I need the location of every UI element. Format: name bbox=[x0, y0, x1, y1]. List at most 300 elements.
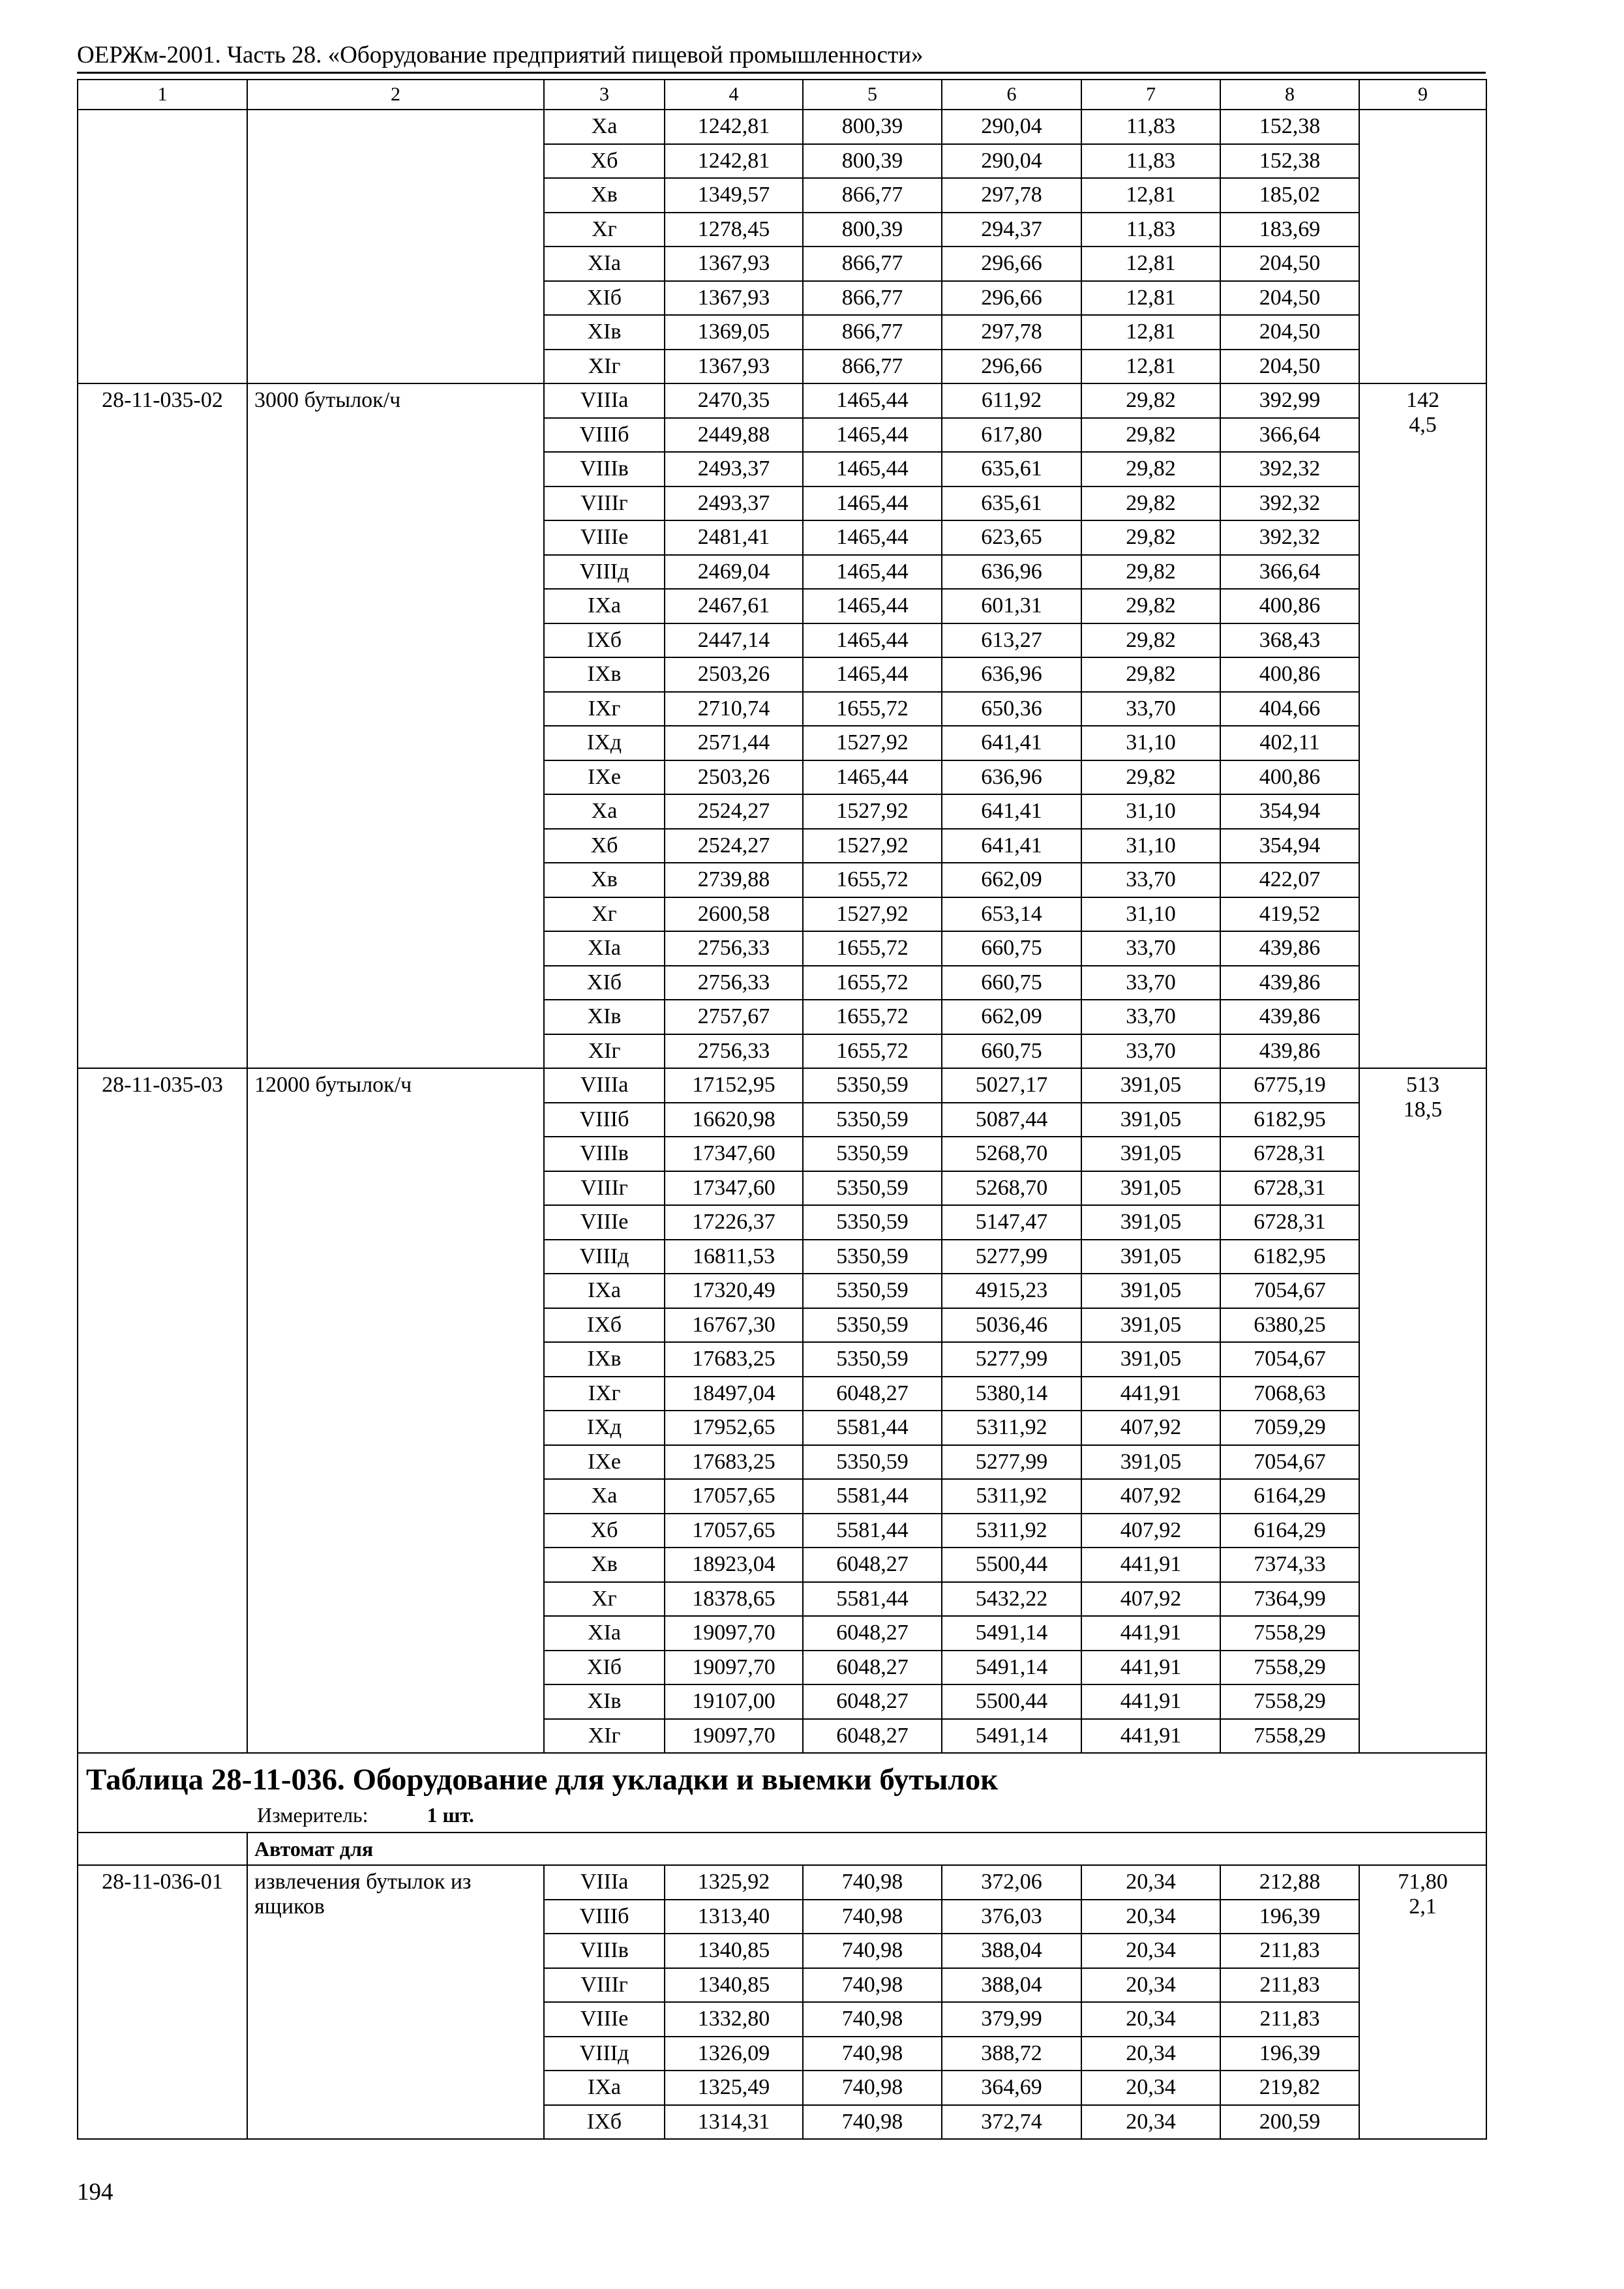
table-cell: 296,66 bbox=[942, 247, 1081, 281]
table-cell: 211,83 bbox=[1220, 1968, 1359, 2003]
table-cell: 641,41 bbox=[942, 829, 1081, 863]
table-cell: 5581,44 bbox=[803, 1582, 942, 1617]
table-cell: 19097,70 bbox=[665, 1719, 803, 1754]
table-cell: 1367,93 bbox=[665, 350, 803, 384]
table-cell: 33,70 bbox=[1081, 931, 1220, 966]
table-cell: 29,82 bbox=[1081, 418, 1220, 453]
table-cell: IХе bbox=[544, 760, 665, 795]
table-cell: 439,86 bbox=[1220, 966, 1359, 1000]
table-cell: 391,05 bbox=[1081, 1342, 1220, 1377]
table-cell: 364,69 bbox=[942, 2071, 1081, 2105]
table-cell: 400,86 bbox=[1220, 657, 1359, 692]
table-cell: 11,83 bbox=[1081, 144, 1220, 179]
table-cell: 196,39 bbox=[1220, 2037, 1359, 2071]
group-cell bbox=[247, 1833, 1486, 1865]
table-cell: 7364,99 bbox=[1220, 1582, 1359, 1617]
table-cell: IХв bbox=[544, 657, 665, 692]
table-cell: 866,77 bbox=[803, 350, 942, 384]
table-cell: 11,83 bbox=[1081, 213, 1220, 247]
table-cell: 1465,44 bbox=[803, 418, 942, 453]
table-cell: 391,05 bbox=[1081, 1240, 1220, 1274]
table-cell: 7054,67 bbox=[1220, 1274, 1359, 1308]
table-cell: ХIг bbox=[544, 1034, 665, 1069]
table-cell: ХIв bbox=[544, 1684, 665, 1719]
table-cell: Хв bbox=[544, 1548, 665, 1582]
table-cell: 2600,58 bbox=[665, 897, 803, 932]
table-cell: 31,10 bbox=[1081, 897, 1220, 932]
table-cell: Хб bbox=[544, 144, 665, 179]
col9-value: 71,80 bbox=[1398, 1870, 1448, 1894]
table-cell: 2467,61 bbox=[665, 589, 803, 623]
table-cell: 2503,26 bbox=[665, 657, 803, 692]
table-cell: 5350,59 bbox=[803, 1445, 942, 1480]
table-row bbox=[78, 1068, 1486, 1103]
table-cell: 5350,59 bbox=[803, 1274, 942, 1308]
table-cell: 5277,99 bbox=[942, 1342, 1081, 1377]
table-cell: Хв bbox=[544, 863, 665, 897]
table-cell: 366,64 bbox=[1220, 418, 1359, 453]
table-cell: 441,91 bbox=[1081, 1616, 1220, 1651]
table-title-cell bbox=[78, 1753, 1486, 1833]
table-cell: 17152,95 bbox=[665, 1068, 803, 1103]
table-cell: 653,14 bbox=[942, 897, 1081, 932]
table-cell: 5581,44 bbox=[803, 1411, 942, 1445]
table-cell: 1367,93 bbox=[665, 281, 803, 316]
table-cell: 6182,95 bbox=[1220, 1240, 1359, 1274]
table-cell: 1465,44 bbox=[803, 486, 942, 521]
table-cell: 391,05 bbox=[1081, 1137, 1220, 1171]
table-cell: 866,77 bbox=[803, 247, 942, 281]
table-cell: 1367,93 bbox=[665, 247, 803, 281]
table-cell: 290,04 bbox=[942, 110, 1081, 144]
table-cell: 16811,53 bbox=[665, 1240, 803, 1274]
table-cell: 6164,29 bbox=[1220, 1479, 1359, 1514]
table-cell: 6048,27 bbox=[803, 1684, 942, 1719]
table-cell: Хв bbox=[544, 178, 665, 213]
table-cell: 5350,59 bbox=[803, 1240, 942, 1274]
table-cell: 29,82 bbox=[1081, 657, 1220, 692]
table-cell: 5311,92 bbox=[942, 1479, 1081, 1514]
table-cell: 17226,37 bbox=[665, 1205, 803, 1240]
table-cell: 441,91 bbox=[1081, 1684, 1220, 1719]
table-cell: 7558,29 bbox=[1220, 1719, 1359, 1754]
table-cell: 296,66 bbox=[942, 350, 1081, 384]
unit-value: 1 шт. bbox=[427, 1803, 474, 1827]
table-cell: VIIIд bbox=[544, 1240, 665, 1274]
table-cell: 388,04 bbox=[942, 1934, 1081, 1968]
table-cell: 2756,33 bbox=[665, 966, 803, 1000]
col9-values bbox=[1359, 383, 1486, 1068]
table-cell: 660,75 bbox=[942, 931, 1081, 966]
table-cell: 441,91 bbox=[1081, 1548, 1220, 1582]
table-cell: Ха bbox=[544, 110, 665, 144]
column-number: 1 bbox=[78, 80, 247, 110]
table-cell: 391,05 bbox=[1081, 1308, 1220, 1343]
table-cell: IХд bbox=[544, 726, 665, 760]
table-cell: 29,82 bbox=[1081, 760, 1220, 795]
table-cell: 866,77 bbox=[803, 315, 942, 350]
rates-table bbox=[77, 79, 1487, 2140]
table-cell: 20,34 bbox=[1081, 2071, 1220, 2105]
table-cell: 740,98 bbox=[803, 1968, 942, 2003]
table-cell: 17320,49 bbox=[665, 1274, 803, 1308]
table-cell: 1369,05 bbox=[665, 315, 803, 350]
table-cell: 7068,63 bbox=[1220, 1377, 1359, 1411]
table-cell: Хб bbox=[544, 1514, 665, 1548]
table-cell: 17683,25 bbox=[665, 1445, 803, 1480]
table-cell: 2739,88 bbox=[665, 863, 803, 897]
table-cell: 20,34 bbox=[1081, 1900, 1220, 1934]
table-cell: 641,41 bbox=[942, 794, 1081, 829]
table-cell: 5087,44 bbox=[942, 1103, 1081, 1137]
table-cell: 1527,92 bbox=[803, 897, 942, 932]
table-cell: 1527,92 bbox=[803, 726, 942, 760]
table-cell: VIIIе bbox=[544, 1205, 665, 1240]
table-cell: 297,78 bbox=[942, 315, 1081, 350]
column-number: 8 bbox=[1220, 80, 1359, 110]
table-cell: 2449,88 bbox=[665, 418, 803, 453]
table-cell: 354,94 bbox=[1220, 794, 1359, 829]
table-cell: 211,83 bbox=[1220, 2002, 1359, 2037]
table-cell: 1655,72 bbox=[803, 1000, 942, 1034]
table-cell: 740,98 bbox=[803, 1900, 942, 1934]
table-cell: 866,77 bbox=[803, 178, 942, 213]
table-cell: 31,10 bbox=[1081, 794, 1220, 829]
table-cell: 422,07 bbox=[1220, 863, 1359, 897]
table-cell: 601,31 bbox=[942, 589, 1081, 623]
table-cell: ХIа bbox=[544, 247, 665, 281]
table-cell: 660,75 bbox=[942, 966, 1081, 1000]
table-cell: 5581,44 bbox=[803, 1479, 942, 1514]
table-cell: 17347,60 bbox=[665, 1171, 803, 1206]
table-cell: 2524,27 bbox=[665, 829, 803, 863]
table-cell: 204,50 bbox=[1220, 247, 1359, 281]
col9-value: 4,5 bbox=[1409, 413, 1437, 437]
rate-code bbox=[78, 110, 247, 383]
column-number-row bbox=[78, 80, 1486, 110]
table-cell: 2447,14 bbox=[665, 623, 803, 658]
table-cell: 1340,85 bbox=[665, 1968, 803, 2003]
equipment-name: извлечения бутылок из ящиков bbox=[247, 1865, 544, 2139]
table-cell: IХб bbox=[544, 1308, 665, 1343]
table-cell: VIIIд bbox=[544, 555, 665, 590]
table-cell: 5268,70 bbox=[942, 1137, 1081, 1171]
table-cell: 152,38 bbox=[1220, 110, 1359, 144]
table-cell: 5036,46 bbox=[942, 1308, 1081, 1343]
table-cell: VIIIв bbox=[544, 1934, 665, 1968]
table-cell: 1465,44 bbox=[803, 520, 942, 555]
table-cell: 402,11 bbox=[1220, 726, 1359, 760]
table-cell: 368,43 bbox=[1220, 623, 1359, 658]
table-cell: 441,91 bbox=[1081, 1651, 1220, 1685]
table-cell: 219,82 bbox=[1220, 2071, 1359, 2105]
table-cell: 439,86 bbox=[1220, 1000, 1359, 1034]
table-cell: 5491,14 bbox=[942, 1719, 1081, 1754]
table-cell: 407,92 bbox=[1081, 1411, 1220, 1445]
table-cell: 5311,92 bbox=[942, 1411, 1081, 1445]
table-cell: 5350,59 bbox=[803, 1342, 942, 1377]
table-cell: 1465,44 bbox=[803, 383, 942, 418]
table-cell: IХа bbox=[544, 589, 665, 623]
table-cell: 5350,59 bbox=[803, 1171, 942, 1206]
table-cell: 379,99 bbox=[942, 2002, 1081, 2037]
col9-value: 142 bbox=[1406, 388, 1439, 412]
table-cell: 12,81 bbox=[1081, 247, 1220, 281]
table-cell: 376,03 bbox=[942, 1900, 1081, 1934]
table-cell: 1465,44 bbox=[803, 760, 942, 795]
table-cell: 1313,40 bbox=[665, 1900, 803, 1934]
table-cell: IХд bbox=[544, 1411, 665, 1445]
table-cell: 5350,59 bbox=[803, 1205, 942, 1240]
table-cell: 366,64 bbox=[1220, 555, 1359, 590]
table-cell: ХIг bbox=[544, 350, 665, 384]
table-cell: 20,34 bbox=[1081, 1934, 1220, 1968]
table-cell: 33,70 bbox=[1081, 966, 1220, 1000]
col9-value: 18,5 bbox=[1403, 1098, 1443, 1122]
table-cell: 17952,65 bbox=[665, 1411, 803, 1445]
table-cell: 441,91 bbox=[1081, 1719, 1220, 1754]
table-cell: 392,99 bbox=[1220, 383, 1359, 418]
table-cell: IХе bbox=[544, 1445, 665, 1480]
table-cell: 7374,33 bbox=[1220, 1548, 1359, 1582]
table-cell: VIIIб bbox=[544, 1103, 665, 1137]
table-cell: 29,82 bbox=[1081, 623, 1220, 658]
table-cell: 6728,31 bbox=[1220, 1171, 1359, 1206]
table-cell: ХIб bbox=[544, 966, 665, 1000]
table-cell: 5491,14 bbox=[942, 1616, 1081, 1651]
table-cell: 2571,44 bbox=[665, 726, 803, 760]
table-cell: 2756,33 bbox=[665, 931, 803, 966]
table-cell: VIIIа bbox=[544, 383, 665, 418]
table-cell: 372,06 bbox=[942, 1865, 1081, 1900]
table-cell: 5147,47 bbox=[942, 1205, 1081, 1240]
column-number: 6 bbox=[942, 80, 1081, 110]
table-cell: 400,86 bbox=[1220, 760, 1359, 795]
table-cell: 12,81 bbox=[1081, 315, 1220, 350]
table-cell: Хб bbox=[544, 829, 665, 863]
table-cell: 5350,59 bbox=[803, 1103, 942, 1137]
table-row bbox=[78, 1865, 1486, 1900]
table-cell: 635,61 bbox=[942, 452, 1081, 486]
table-cell: 2524,27 bbox=[665, 794, 803, 829]
table-cell: 2757,67 bbox=[665, 1000, 803, 1034]
table-cell: 7059,29 bbox=[1220, 1411, 1359, 1445]
table-cell: 29,82 bbox=[1081, 589, 1220, 623]
table-cell: 1655,72 bbox=[803, 1034, 942, 1069]
unit-line bbox=[86, 1802, 1486, 1828]
table-cell: ХIв bbox=[544, 315, 665, 350]
table-cell: VIIIг bbox=[544, 486, 665, 521]
table-cell: Ха bbox=[544, 794, 665, 829]
table-cell: 1326,09 bbox=[665, 2037, 803, 2071]
table-cell: 635,61 bbox=[942, 486, 1081, 521]
table-cell: 407,92 bbox=[1081, 1582, 1220, 1617]
table-cell: 5311,92 bbox=[942, 1514, 1081, 1548]
table-cell: 7558,29 bbox=[1220, 1684, 1359, 1719]
table-cell: 7054,67 bbox=[1220, 1445, 1359, 1480]
table-cell: VIIIг bbox=[544, 1171, 665, 1206]
table-cell: 2493,37 bbox=[665, 486, 803, 521]
table-cell: 1340,85 bbox=[665, 1934, 803, 1968]
table-cell: IХб bbox=[544, 2105, 665, 2140]
table-cell: 5581,44 bbox=[803, 1514, 942, 1548]
page-number: 194 bbox=[77, 2179, 113, 2206]
column-number: 4 bbox=[665, 80, 803, 110]
table-cell: 1465,44 bbox=[803, 623, 942, 658]
table-cell: IХа bbox=[544, 2071, 665, 2105]
table-cell: VIIIг bbox=[544, 1968, 665, 2003]
table-cell: 1655,72 bbox=[803, 966, 942, 1000]
group-label: Автомат для bbox=[254, 1836, 374, 1861]
table-cell: 1278,45 bbox=[665, 213, 803, 247]
table-row bbox=[78, 110, 1486, 144]
col9-value: 513 bbox=[1406, 1073, 1439, 1097]
table-cell: 5350,59 bbox=[803, 1068, 942, 1103]
table-cell: 800,39 bbox=[803, 144, 942, 179]
table-cell: 391,05 bbox=[1081, 1205, 1220, 1240]
table-cell: 5268,70 bbox=[942, 1171, 1081, 1206]
table-cell: 19097,70 bbox=[665, 1651, 803, 1685]
table-cell: 7558,29 bbox=[1220, 1616, 1359, 1651]
group-row bbox=[78, 1833, 1486, 1865]
table-cell: 391,05 bbox=[1081, 1274, 1220, 1308]
empty-cell bbox=[78, 1833, 247, 1865]
table-cell: Хг bbox=[544, 213, 665, 247]
table-cell: 33,70 bbox=[1081, 863, 1220, 897]
table-cell: 6048,27 bbox=[803, 1719, 942, 1754]
table-cell: 152,38 bbox=[1220, 144, 1359, 179]
table-cell: 1349,57 bbox=[665, 178, 803, 213]
table-cell: 1465,44 bbox=[803, 452, 942, 486]
table-cell: 636,96 bbox=[942, 760, 1081, 795]
table-cell: 1465,44 bbox=[803, 555, 942, 590]
table-cell: 290,04 bbox=[942, 144, 1081, 179]
table-cell: 1655,72 bbox=[803, 692, 942, 726]
column-number: 7 bbox=[1081, 80, 1220, 110]
table-cell: 29,82 bbox=[1081, 555, 1220, 590]
rate-code: 28-11-036-01 bbox=[78, 1865, 247, 2139]
table-cell: 1465,44 bbox=[803, 589, 942, 623]
table-cell: 388,04 bbox=[942, 1968, 1081, 2003]
table-cell: 404,66 bbox=[1220, 692, 1359, 726]
table-cell: IХг bbox=[544, 1377, 665, 1411]
table-cell: 20,34 bbox=[1081, 2037, 1220, 2071]
table-cell: 5432,22 bbox=[942, 1582, 1081, 1617]
table-cell: 7054,67 bbox=[1220, 1342, 1359, 1377]
table-cell: 204,50 bbox=[1220, 281, 1359, 316]
table-cell: 617,80 bbox=[942, 418, 1081, 453]
table-cell: 800,39 bbox=[803, 110, 942, 144]
equipment-name bbox=[247, 110, 544, 383]
table-cell: 1655,72 bbox=[803, 863, 942, 897]
table-cell: Хг bbox=[544, 897, 665, 932]
table-cell: 18378,65 bbox=[665, 1582, 803, 1617]
table-cell: 16767,30 bbox=[665, 1308, 803, 1343]
table-cell: 419,52 bbox=[1220, 897, 1359, 932]
table-cell: 6775,19 bbox=[1220, 1068, 1359, 1103]
table-cell: 17057,65 bbox=[665, 1514, 803, 1548]
table-cell: 439,86 bbox=[1220, 931, 1359, 966]
table-cell: 6048,27 bbox=[803, 1616, 942, 1651]
table-cell: 5350,59 bbox=[803, 1137, 942, 1171]
table-cell: 33,70 bbox=[1081, 1034, 1220, 1069]
table-cell: 391,05 bbox=[1081, 1445, 1220, 1480]
table-cell: 33,70 bbox=[1081, 1000, 1220, 1034]
table-cell: 16620,98 bbox=[665, 1103, 803, 1137]
table-cell: 740,98 bbox=[803, 2002, 942, 2037]
table-cell: 212,88 bbox=[1220, 1865, 1359, 1900]
table-cell: 6048,27 bbox=[803, 1651, 942, 1685]
table-cell: 19107,00 bbox=[665, 1684, 803, 1719]
table-cell: 297,78 bbox=[942, 178, 1081, 213]
table-cell: 662,09 bbox=[942, 1000, 1081, 1034]
table-cell: ХIа bbox=[544, 931, 665, 966]
equipment-name: 12000 бутылок/ч bbox=[247, 1068, 544, 1753]
table-cell: 7558,29 bbox=[1220, 1651, 1359, 1685]
table-cell: 200,59 bbox=[1220, 2105, 1359, 2140]
table-cell: Хг bbox=[544, 1582, 665, 1617]
table-cell: IХб bbox=[544, 623, 665, 658]
column-number: 3 bbox=[544, 80, 665, 110]
table-cell: 6048,27 bbox=[803, 1377, 942, 1411]
table-cell: 388,72 bbox=[942, 2037, 1081, 2071]
equipment-name: 3000 бутылок/ч bbox=[247, 383, 544, 1068]
table-cell: 441,91 bbox=[1081, 1377, 1220, 1411]
table-cell: 650,36 bbox=[942, 692, 1081, 726]
table-cell: 2710,74 bbox=[665, 692, 803, 726]
table-cell: 29,82 bbox=[1081, 452, 1220, 486]
table-cell: 740,98 bbox=[803, 1934, 942, 1968]
table-cell: 392,32 bbox=[1220, 452, 1359, 486]
table-cell: 5491,14 bbox=[942, 1651, 1081, 1685]
table-cell: 5500,44 bbox=[942, 1548, 1081, 1582]
table-cell: 740,98 bbox=[803, 2071, 942, 2105]
table-cell: VIIIе bbox=[544, 2002, 665, 2037]
rate-code: 28-11-035-02 bbox=[78, 383, 247, 1068]
table-cell: 740,98 bbox=[803, 2105, 942, 2140]
table-cell: VIIIе bbox=[544, 520, 665, 555]
table-cell: IХг bbox=[544, 692, 665, 726]
table-cell: ХIг bbox=[544, 1719, 665, 1754]
table-cell: VIIIа bbox=[544, 1068, 665, 1103]
header-rule bbox=[77, 72, 1486, 74]
table-cell: 17057,65 bbox=[665, 1479, 803, 1514]
table-cell: 407,92 bbox=[1081, 1514, 1220, 1548]
table-cell: VIIIв bbox=[544, 1137, 665, 1171]
table-cell: 20,34 bbox=[1081, 2002, 1220, 2037]
table-cell: 391,05 bbox=[1081, 1103, 1220, 1137]
table-cell: 662,09 bbox=[942, 863, 1081, 897]
running-header: ОЕРЖм-2001. Часть 28. «Оборудование предприятий пищевой промышленности» bbox=[77, 42, 924, 68]
table-cell: 4915,23 bbox=[942, 1274, 1081, 1308]
table-cell: 6728,31 bbox=[1220, 1205, 1359, 1240]
table-cell: 6048,27 bbox=[803, 1548, 942, 1582]
table-cell: 19097,70 bbox=[665, 1616, 803, 1651]
table-cell: 12,81 bbox=[1081, 350, 1220, 384]
table-cell: 211,83 bbox=[1220, 1934, 1359, 1968]
table-cell: ХIа bbox=[544, 1616, 665, 1651]
table-cell: 29,82 bbox=[1081, 486, 1220, 521]
table-cell: 5277,99 bbox=[942, 1240, 1081, 1274]
table-cell: 613,27 bbox=[942, 623, 1081, 658]
table-cell: 296,66 bbox=[942, 281, 1081, 316]
table-cell: 391,05 bbox=[1081, 1068, 1220, 1103]
table-cell: 5350,59 bbox=[803, 1308, 942, 1343]
table-cell: Ха bbox=[544, 1479, 665, 1514]
table-cell: 31,10 bbox=[1081, 829, 1220, 863]
table-cell: 400,86 bbox=[1220, 589, 1359, 623]
table-cell: 1314,31 bbox=[665, 2105, 803, 2140]
